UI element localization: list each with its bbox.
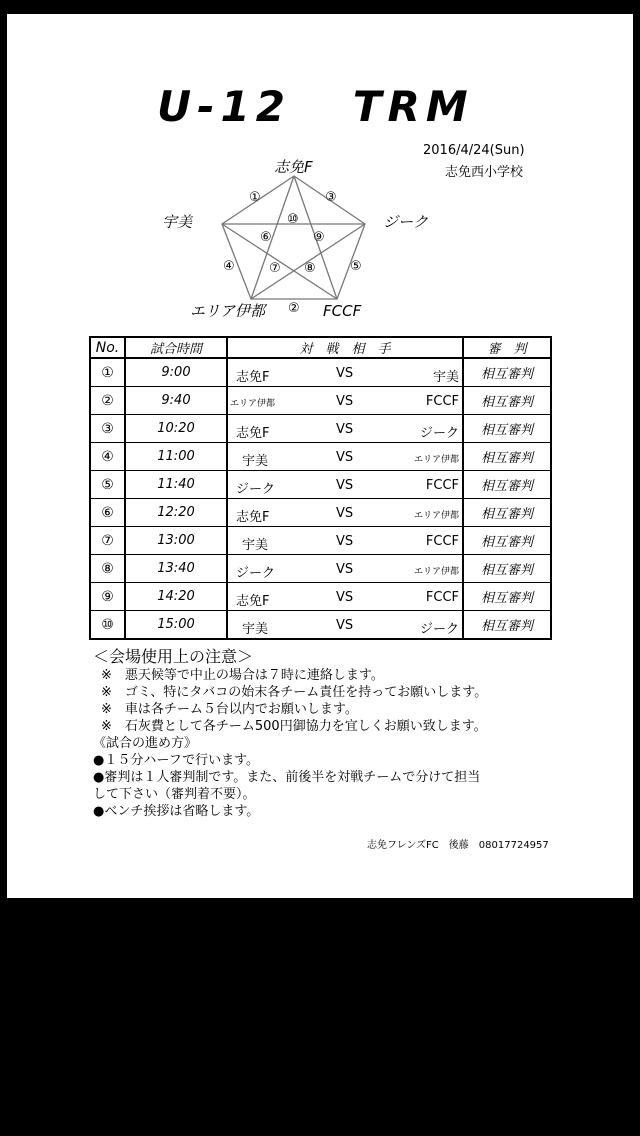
away-team: FCCF bbox=[425, 478, 459, 493]
vs-label: VS bbox=[336, 562, 354, 577]
match-referee: 相互審判 bbox=[463, 387, 551, 415]
matchup-pentagon-diagram bbox=[147, 154, 447, 329]
home-team: ジーク bbox=[236, 482, 276, 497]
table-header-row bbox=[90, 337, 551, 358]
match-opponents bbox=[227, 527, 463, 555]
rule-item: して下さい（審判着不要）。 bbox=[93, 787, 256, 802]
contact-footer: 志免フレンズFC 後藤 08017724957 bbox=[367, 840, 549, 851]
match-no: ⑤ bbox=[90, 471, 125, 499]
match-number-4: ④ bbox=[223, 259, 235, 274]
match-time: 14:20 bbox=[125, 583, 227, 611]
pentagon-lines bbox=[222, 176, 365, 299]
rules-subheading: 《試合の進め方》 bbox=[93, 736, 198, 751]
vs-label: VS bbox=[336, 366, 354, 381]
match-referee: 相互審判 bbox=[463, 358, 551, 387]
vs-label: VS bbox=[336, 618, 354, 633]
home-team: 志免F bbox=[236, 426, 270, 441]
home-team: 志免F bbox=[236, 594, 270, 609]
note-item: ※ 車は各チーム５台以内でお願いします。 bbox=[101, 702, 358, 717]
team-label-bottom-right: FCCF bbox=[323, 302, 362, 320]
away-team: エリア伊都 bbox=[413, 455, 459, 465]
table-row bbox=[90, 555, 551, 583]
match-number-7: ⑦ bbox=[269, 261, 281, 276]
table-row bbox=[90, 471, 551, 499]
event-date: 2016/4/24(Sun) bbox=[423, 143, 525, 158]
match-time: 15:00 bbox=[125, 611, 227, 640]
table-row bbox=[90, 499, 551, 527]
column-header-opponent: 対 戦 相 手 bbox=[227, 337, 463, 358]
table-row bbox=[90, 443, 551, 471]
match-no: ⑧ bbox=[90, 555, 125, 583]
away-team: FCCF bbox=[425, 394, 459, 409]
home-team: 志免F bbox=[236, 510, 270, 525]
match-number-9: ⑨ bbox=[313, 230, 325, 245]
match-opponents bbox=[227, 415, 463, 443]
note-item: ※ 悪天候等で中止の場合は７時に連絡します。 bbox=[101, 668, 384, 683]
match-schedule-table bbox=[89, 336, 552, 640]
vs-label: VS bbox=[336, 422, 354, 437]
match-no: ⑩ bbox=[90, 611, 125, 640]
match-no: ⑦ bbox=[90, 527, 125, 555]
match-no: ⑥ bbox=[90, 499, 125, 527]
home-team: ジーク bbox=[236, 566, 276, 581]
event-venue: 志免西小学校 bbox=[445, 165, 524, 180]
match-opponents bbox=[227, 499, 463, 527]
match-no: ④ bbox=[90, 443, 125, 471]
match-time: 9:00 bbox=[125, 358, 227, 387]
match-opponents bbox=[227, 583, 463, 611]
column-header-time: 試合時間 bbox=[125, 337, 227, 358]
rule-item: ●ベンチ挨拶は省略します。 bbox=[93, 804, 260, 819]
team-label-top: 志免F bbox=[274, 158, 313, 176]
team-label-left: 宇美 bbox=[162, 213, 193, 231]
match-number-10: ⑩ bbox=[287, 212, 299, 227]
match-referee: 相互審判 bbox=[463, 583, 551, 611]
column-header-referee: 審 判 bbox=[463, 337, 551, 358]
home-team: 志免F bbox=[236, 370, 270, 385]
match-no: ③ bbox=[90, 415, 125, 443]
away-team: FCCF bbox=[425, 590, 459, 605]
match-number-8: ⑧ bbox=[304, 261, 316, 276]
venue-notes bbox=[93, 648, 553, 820]
match-number-6: ⑥ bbox=[260, 230, 272, 245]
away-team: 宇美 bbox=[432, 370, 459, 385]
match-time: 13:00 bbox=[125, 527, 227, 555]
match-opponents bbox=[227, 358, 463, 387]
team-label-bottom-left: エリア伊都 bbox=[190, 302, 266, 320]
match-referee: 相互審判 bbox=[463, 611, 551, 640]
note-item: ※ 石灰費として各チーム500円御協力を宜しくお願い致します。 bbox=[101, 719, 487, 734]
home-team: エリア伊都 bbox=[230, 399, 276, 409]
match-referee: 相互審判 bbox=[463, 555, 551, 583]
away-team: FCCF bbox=[425, 534, 459, 549]
away-team: エリア伊都 bbox=[413, 567, 459, 577]
match-number-5: ⑤ bbox=[350, 259, 362, 274]
match-time: 11:40 bbox=[125, 471, 227, 499]
vs-label: VS bbox=[336, 478, 354, 493]
match-time: 12:20 bbox=[125, 499, 227, 527]
match-opponents bbox=[227, 611, 463, 640]
away-team: ジーク bbox=[419, 622, 459, 637]
table-row bbox=[90, 358, 551, 387]
match-time: 9:40 bbox=[125, 387, 227, 415]
rule-item: ●審判は１人審判制です。また、前後半を対戦チームで分けて担当 bbox=[93, 770, 481, 785]
vs-label: VS bbox=[336, 534, 354, 549]
match-number-1: ① bbox=[249, 190, 261, 205]
rule-item: ●１５分ハーフで行います。 bbox=[93, 753, 260, 768]
notes-heading: ＜会場使用上の注意＞ bbox=[93, 647, 254, 666]
page-title: U-12 TRM bbox=[157, 82, 474, 131]
match-time: 10:20 bbox=[125, 415, 227, 443]
match-referee: 相互審判 bbox=[463, 415, 551, 443]
match-opponents bbox=[227, 443, 463, 471]
home-team: 宇美 bbox=[242, 622, 269, 637]
match-number-3: ③ bbox=[325, 190, 337, 205]
away-team: エリア伊都 bbox=[413, 511, 459, 521]
match-opponents bbox=[227, 471, 463, 499]
match-no: ① bbox=[90, 358, 125, 387]
table-row bbox=[90, 527, 551, 555]
table-row bbox=[90, 387, 551, 415]
table-row bbox=[90, 611, 551, 640]
vs-label: VS bbox=[336, 506, 354, 521]
match-time: 13:40 bbox=[125, 555, 227, 583]
table-row bbox=[90, 415, 551, 443]
home-team: 宇美 bbox=[242, 538, 269, 553]
column-header-no: No. bbox=[90, 337, 125, 358]
match-opponents bbox=[227, 555, 463, 583]
match-no: ② bbox=[90, 387, 125, 415]
match-referee: 相互審判 bbox=[463, 499, 551, 527]
match-opponents bbox=[227, 387, 463, 415]
team-label-right: ジーク bbox=[383, 213, 429, 231]
table-row bbox=[90, 583, 551, 611]
vs-label: VS bbox=[336, 450, 354, 465]
note-item: ※ ゴミ、特にタバコの始末各チーム責任を持ってお願いします。 bbox=[101, 685, 488, 700]
vs-label: VS bbox=[336, 590, 354, 605]
match-time: 11:00 bbox=[125, 443, 227, 471]
away-team: ジーク bbox=[419, 426, 459, 441]
match-referee: 相互審判 bbox=[463, 471, 551, 499]
match-referee: 相互審判 bbox=[463, 527, 551, 555]
vs-label: VS bbox=[336, 394, 354, 409]
match-no: ⑨ bbox=[90, 583, 125, 611]
match-referee: 相互審判 bbox=[463, 443, 551, 471]
schedule-sheet bbox=[7, 14, 633, 898]
match-number-2: ② bbox=[288, 301, 300, 316]
home-team: 宇美 bbox=[242, 454, 269, 469]
